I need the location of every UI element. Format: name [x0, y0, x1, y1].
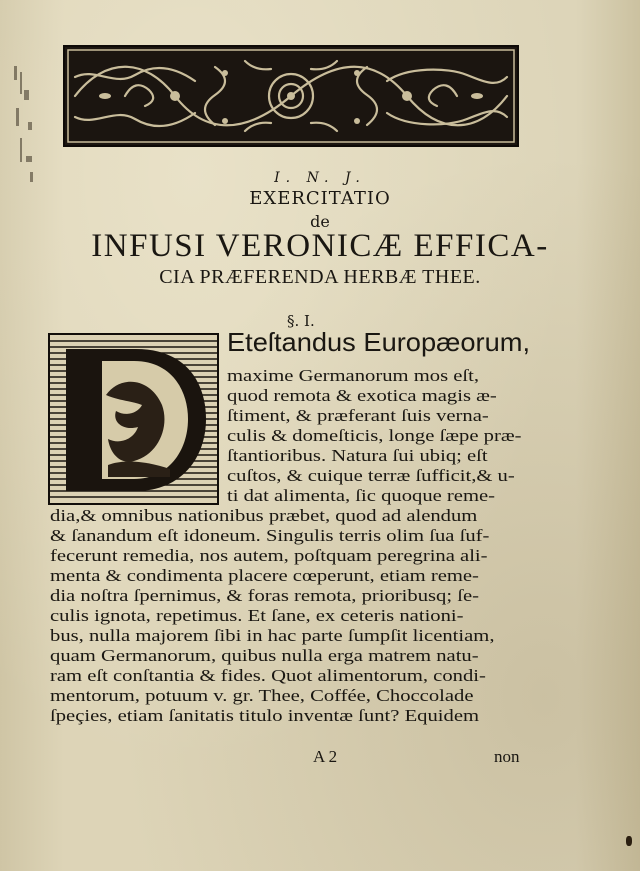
body-line-18: mentorum, potuum v. gr. Thee, Coffée, Choccolade: [50, 686, 474, 705]
body-line-16: quam Germanorum, quibus nulla erga matrem natu-: [50, 646, 479, 665]
body-line-10: & ſanandum eſt idoneum. Singulis terris olim ſua ſuf-: [50, 526, 490, 545]
section-mark: §. I.: [287, 312, 315, 330]
ink-speck: [626, 836, 632, 846]
title-line-2: CIA PRÆFERENDA HERBÆ THEE.: [159, 266, 481, 288]
body-line-14: culis ignota, repetimus. Et ſane, ex ceteris nationi-: [50, 606, 464, 625]
body-line-12: menta & condimenta placere cœperunt, etiam reme-: [50, 566, 479, 585]
body-line-17: ram eſt conſtantia & fides. Quot alimentorum, condi-: [50, 666, 486, 685]
de-word: de: [310, 212, 330, 231]
catchword: non: [494, 747, 520, 766]
title-line-1: INFUSI VERONICÆ EFFICA-: [91, 228, 549, 264]
body-line-8: ti dat alimenta, ſic quoque reme-: [227, 486, 496, 505]
invocation-initials: I. N. J.: [274, 170, 366, 186]
body-line-7: cuſtos, & cuique terræ ſufficit,& u-: [227, 466, 515, 485]
body-line-6: ſtantioribus. Natura ſui ubiq; eſt: [227, 446, 488, 465]
body-line-1: Eteſtandus Europæorum,: [227, 327, 531, 357]
body-line-2: maxime Germanorum mos eſt,: [227, 366, 480, 385]
body-line-13: dia noſtra ſpernimus, & foras remota, prioribusq; ſe-: [50, 586, 480, 605]
body-line-4: ſtiment, & præferant ſuis verna-: [227, 406, 489, 425]
body-line-15: bus, nulla majorem ſibi in hac parte ſumpſit licentiam,: [50, 626, 495, 645]
body-line-9: dia,& omnibus nationibus præbet, quod ad alendum: [50, 506, 478, 525]
body-line-19: ſpeçies, etiam ſanitatis titulo inventæ ſunt? Equidem: [50, 706, 480, 725]
body-line-11: fecerunt remedia, nos autem, poſtquam peregrina ali-: [50, 546, 488, 565]
exercitatio-heading: EXERCITATIO: [249, 188, 391, 209]
body-line-5: culis & domeſticis, longe ſæpe præ-: [227, 426, 522, 445]
body-line-3: quod remota & exotica magis æ-: [227, 386, 497, 405]
signature-mark: A 2: [313, 747, 338, 766]
